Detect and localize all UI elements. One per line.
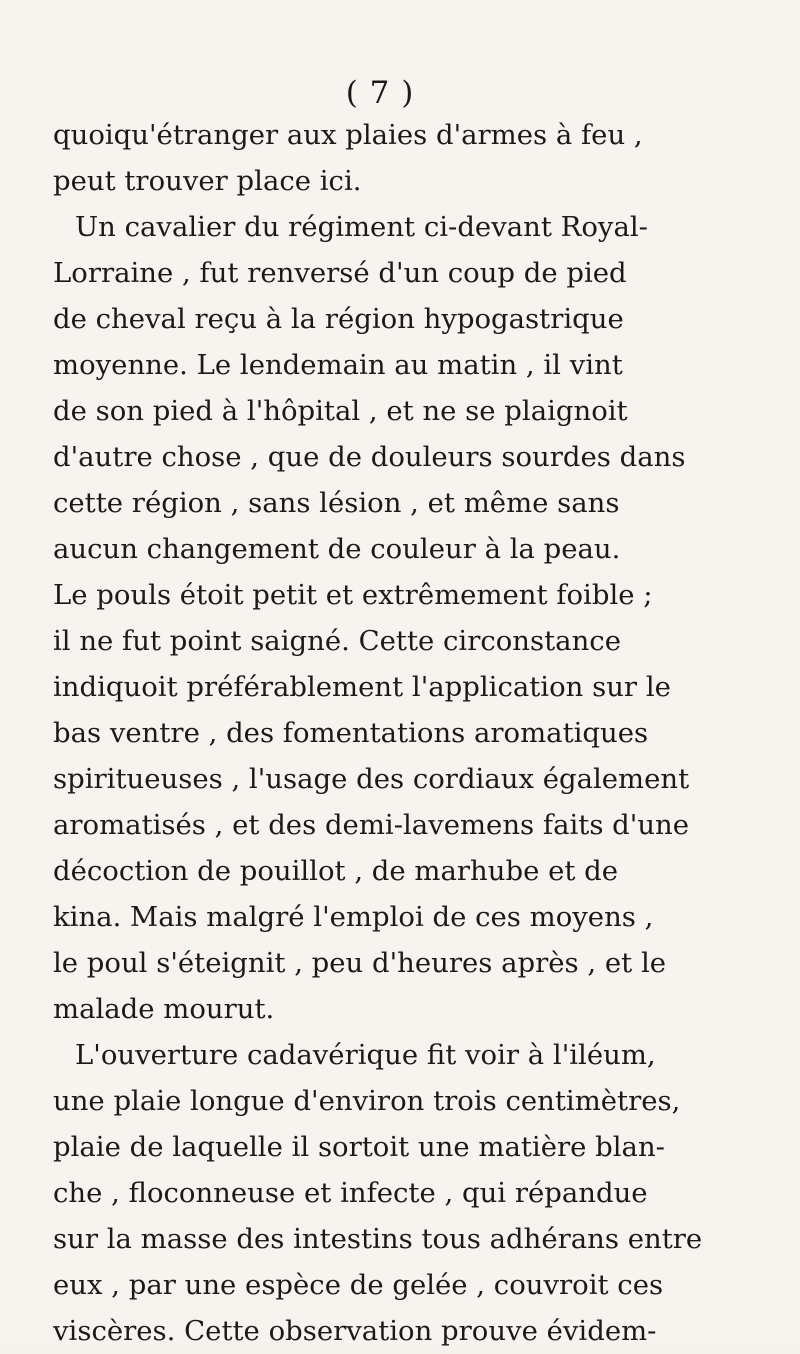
text-line: d'autre chose , que de douleurs sourdes dans	[53, 441, 686, 473]
text-line: de son pied à l'hôpital , et ne se plaignoit	[53, 395, 628, 427]
text-line: Le pouls étoit petit et extrêmement foible ;	[53, 579, 653, 611]
text-line: kina. Mais malgré l'emploi de ces moyens ,	[53, 901, 654, 933]
text-line: indiquoit préférablement l'application sur le	[53, 671, 671, 703]
text-line: décoction de pouillot , de marhube et de	[53, 855, 619, 887]
text-line: bas ventre , des fomentations aromatiques	[53, 717, 649, 749]
text-line: sur la masse des intestins tous adhérans entre	[53, 1223, 703, 1255]
text-line: de cheval reçu à la région hypogastrique	[53, 303, 624, 335]
text-line: cette région , sans lésion , et même sans	[53, 487, 620, 519]
text-line: che , floconneuse et infecte , qui répandue	[53, 1177, 648, 1209]
text-line: moyenne. Le lendemain au matin , il vint	[53, 349, 623, 381]
text-line: aromatisés , et des demi-lavemens faits d'une	[53, 809, 690, 841]
text-line: malade mourut.	[53, 993, 275, 1025]
text-line: il ne fut point saigné. Cette circonstance	[53, 625, 621, 657]
text-line: plaie de laquelle il sortoit une matière blan-	[53, 1131, 665, 1163]
text-line: eux , par une espèce de gelée , couvroit ces	[53, 1269, 664, 1301]
text-line: peut trouver place ici.	[53, 165, 362, 197]
text-line: Un cavalier du régiment ci-devant Royal-	[75, 211, 648, 243]
body-text	[53, 112, 758, 1354]
text-line: aucun changement de couleur à la peau.	[53, 533, 621, 565]
page-number: ( 7 )	[345, 75, 415, 111]
text-line: L'ouverture cadavérique fit voir à l'iléum,	[75, 1039, 656, 1071]
text-line: viscères. Cette observation prouve évidem-	[53, 1315, 657, 1347]
text-line: spiritueuses , l'usage des cordiaux également	[53, 763, 690, 795]
text-line: Lorraine , fut renversé d'un coup de pied	[53, 257, 627, 289]
text-line: une plaie longue d'environ trois centimètres,	[53, 1085, 681, 1117]
text-line: quoiqu'étranger aux plaies d'armes à feu ,	[53, 119, 643, 151]
text-line: le poul s'éteignit , peu d'heures après , et le	[53, 947, 667, 979]
